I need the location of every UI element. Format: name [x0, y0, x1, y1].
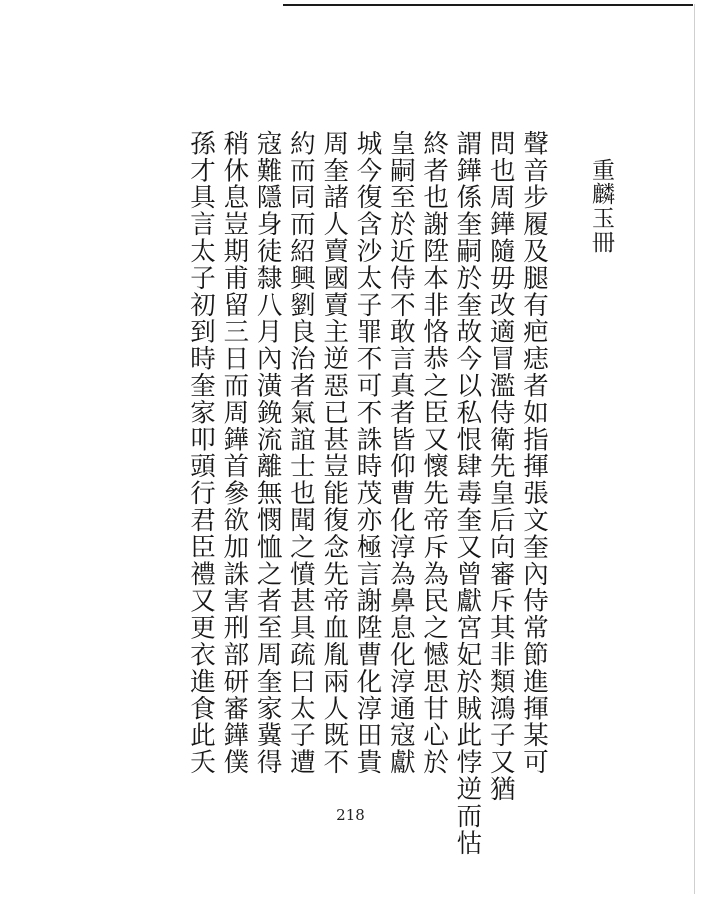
- text-column-2: 問也周鏵隨毋改適冒濫侍衛先皇后向審斥其非類鴻子又猶: [485, 130, 516, 803]
- text-column-7: 周奎諸人賣國賣主逆惡已甚豈能復念先帝血胤兩人既不: [319, 130, 350, 776]
- text-column-4: 終者也謝陞本非恪恭之臣又懷先帝斥為民之憾思甘心於: [419, 130, 450, 776]
- top-border-rule: [283, 4, 693, 6]
- text-column-9: 寇難隱身徒隸八月內潢鋔流離無憫恤之者至周奎家冀得: [252, 130, 283, 776]
- text-column-10: 稍休息豈期甫留三日而周鏵首參欲加誅害刑部研審鏵僕: [219, 130, 250, 776]
- text-column-11: 孫才具言太子初到時奎家叩頭行君臣禮又更衣進食此夭: [186, 130, 217, 776]
- text-column-8: 約而同而紹興劉良治者氣誼士也聞之憤甚具疏曰太子遭: [285, 130, 316, 776]
- text-column-6: 城今復含沙太子罪不可不誅時茂亦極言謝陞曹化淳田貴: [352, 130, 383, 776]
- text-column-1: 聲音步履及腿有疤痣者如指揮張文奎內侍常節進揮某可: [519, 130, 549, 776]
- text-column-3: 謂鏵係奎嗣於奎故今以私恨肆毒奎又曾獻宮妃於賊此悖逆而怙: [452, 130, 483, 857]
- text-column-5: 皇嗣至於近侍不敢言真者皆仰曹化淳為鼻息化淳通寇獻: [385, 130, 416, 776]
- page-number: 218: [336, 806, 365, 824]
- page-edge: [694, 4, 695, 894]
- book-title: 重麟玉冊: [588, 158, 614, 254]
